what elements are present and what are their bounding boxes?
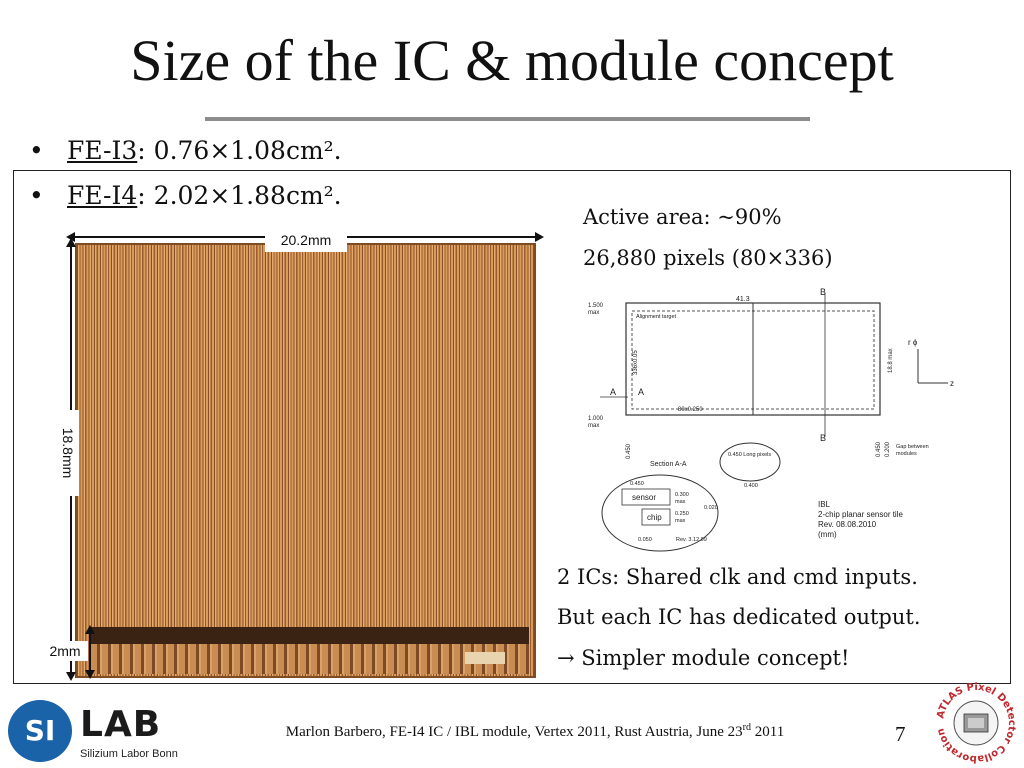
die-periphery-band — [91, 627, 529, 644]
bullet-dot: • — [29, 181, 44, 210]
pixel-width: 80x0.250 — [678, 407, 703, 413]
info-line-2: 2-chip planar sensor tile — [818, 510, 903, 519]
silab-logo-circle: SI — [8, 700, 72, 762]
arrow-up-icon — [85, 625, 95, 634]
width-label: 20.2mm — [265, 228, 347, 252]
footer-text: Marlon Barbero, FE-I4 IC / IBL module, Vertex 2011, Rust Austria, June 23 — [285, 724, 743, 740]
bullet-fe-i3 — [29, 136, 342, 166]
bullet-name: FE-I3 — [67, 136, 138, 165]
max-label: max — [588, 310, 600, 316]
alignment-target: Alignment target — [636, 314, 677, 320]
bullet-name: FE-I4 — [67, 181, 138, 210]
section-b-bottom: B — [820, 433, 827, 443]
max-label-4: max — [675, 518, 686, 524]
pixel-height: 336x0.05 — [633, 350, 639, 375]
max-label-3: max — [675, 499, 686, 505]
gap-label-2: modules — [896, 451, 917, 457]
width-total: 41.3 — [736, 296, 750, 303]
module-note-1: 2 ICs: Shared clk and cmd inputs. — [557, 565, 918, 589]
sensor-tile-drawing — [580, 285, 1000, 555]
chip-label: chip — [647, 513, 662, 522]
long-pixels: 0.450 Long pixels — [728, 452, 772, 458]
fe-i4-die-photo — [75, 243, 536, 678]
dim-0020: 0.020 — [704, 505, 718, 511]
dim-0400: 0.400 — [744, 483, 758, 489]
section-a-label: A — [610, 387, 617, 397]
silab-logo-subtitle: Silizium Labor Bonn — [80, 748, 178, 760]
section-b-top: B — [820, 287, 827, 297]
dim-0050: 0.050 — [638, 537, 652, 543]
info-line-1: IBL — [818, 500, 831, 509]
gap-label-1: Gap between — [896, 444, 929, 450]
z-axis: z — [950, 379, 954, 388]
max-label-2: max — [588, 423, 600, 429]
phi-axis: r ϕ — [908, 338, 918, 347]
page-number: 7 — [895, 722, 906, 746]
long-pixel-detail — [720, 443, 780, 481]
svg-text:ATLAS Pixel Detector Collabora: ATLAS Pixel Detector Collaboration — [935, 681, 1018, 765]
bullet-fe-i4 — [29, 181, 342, 211]
arrow-up-icon — [66, 238, 76, 247]
footer — [215, 722, 855, 741]
active-area-text: Active area: ~90% — [583, 205, 782, 229]
die-pads — [465, 652, 505, 664]
dim-bottom-left: 1.000 — [588, 416, 604, 422]
module-note-3 — [557, 638, 849, 678]
periphery-label: 2mm — [42, 641, 88, 661]
info-line-4: (mm) — [818, 530, 837, 539]
dim-0450: 0.450 — [630, 481, 644, 487]
edge-right-b: 0.200 — [885, 441, 891, 457]
dim-0300: 0.300 — [675, 492, 689, 498]
bullet-spec: : 0.76×1.08cm². — [137, 136, 342, 165]
dim-0250: 0.250 — [675, 511, 689, 517]
die-periphery — [91, 644, 529, 674]
height-label: 18.8mm — [57, 410, 79, 496]
section-a-label-2: A — [638, 387, 645, 397]
bullet-spec: : 2.02×1.88cm². — [137, 181, 342, 210]
bullet-dot: • — [29, 136, 44, 165]
arrow-right-icon — [535, 232, 544, 242]
footer-text-end: 2011 — [751, 724, 785, 740]
sensor-label: sensor — [632, 493, 657, 502]
arrow-down-icon — [85, 670, 95, 679]
section-aa: Section A-A — [650, 461, 687, 468]
atlas-pixel-logo — [930, 680, 1022, 766]
module-note-2: But each IC has dedicated output. — [557, 605, 921, 629]
module-note-3-text: Simpler module concept! — [574, 646, 850, 670]
pixels-text: 26,880 pixels (80×336) — [583, 246, 833, 270]
info-line-3: Rev. 08.08.2010 — [818, 520, 877, 529]
dim-top-left: 1.500 — [588, 303, 604, 309]
rev-small: Rev. 3.12.09 — [676, 537, 707, 543]
silab-logo-lab: LAB — [80, 704, 162, 745]
edge-right-a: 0.450 — [876, 441, 882, 457]
footer-superscript: rd — [742, 722, 752, 733]
title-divider — [205, 117, 810, 121]
arrow-down-icon — [66, 672, 76, 681]
height-total: 18.8 max — [888, 348, 894, 373]
slide-title: Size of the IC & module concept — [130, 28, 894, 93]
arrow-right-icon: → — [557, 646, 575, 670]
edge-left: 0.450 — [626, 443, 632, 459]
